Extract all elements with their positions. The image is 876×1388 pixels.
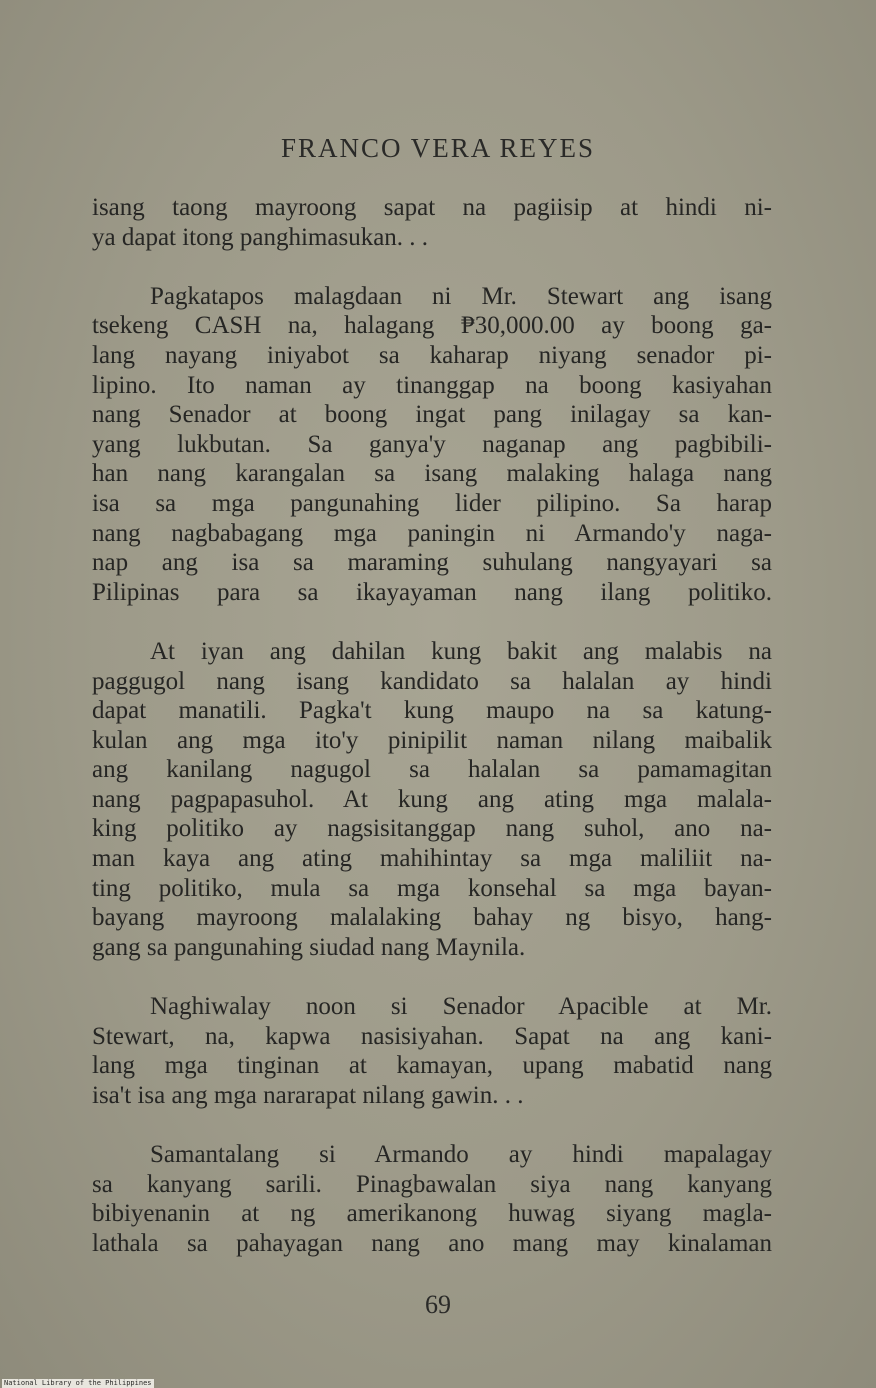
text-line: yang lukbutan. Sa ganya'y naganap ang pagbibili- [92,430,772,458]
paragraph [92,992,772,1110]
text-line: At iyan ang dahilan kung bakit ang malabis na [150,637,772,665]
text-line: Stewart, na, kapwa nasisiyahan. Sapat na ang kani- [92,1022,772,1050]
text-line: nap ang isa sa maraming suhulang nangyayari sa [92,549,772,577]
text-line: lipino. Ito naman ay tinanggap na boong kasiyahan [92,371,772,399]
text-line: bibiyenanin at ng amerikanong huwag siyang magla- [92,1200,772,1228]
text-line: dapat manatili. Pagka't kung maupo na sa katung- [92,697,772,725]
paragraph [92,282,772,608]
text-line: ting politiko, mula sa mga konsehal sa mga bayan- [92,874,772,902]
page-number: 69 [425,1290,451,1319]
text-line: kulan ang mga ito'y pinipilit naman nilang maibalik [92,726,772,754]
text-line: king politiko ay nagsisitanggap nang suhol, ano na- [92,815,772,843]
text-line: paggugol nang isang kandidato sa halalan ay hindi [92,667,772,695]
text-line: isa sa mga pangunahing lider pilipino. Sa harap [92,489,772,517]
text-line: isang taong mayroong sapat na pagiisip at hindi ni- [92,194,772,221]
text-line: Pagkatapos malagdaan ni Mr. Stewart ang isang [150,282,772,310]
text-line: nang nagbabagang mga paningin ni Armando'y naga- [92,519,772,547]
text-line: ya dapat itong panghimasukan. . . [92,223,429,251]
text-line: sa kanyang sarili. Pinagbawalan siya nang kanyang [92,1170,772,1198]
text-line: lathala sa pahayagan nang ano mang may kinalaman [92,1229,772,1257]
text-line: Naghiwalay noon si Senador Apacible at Mr. [150,993,772,1021]
paragraph-continuation [92,193,772,252]
text-line: lang mga tinginan at kamayan, upang mabatid nang [92,1052,772,1080]
text-line: isa't isa ang mga nararapat nilang gawin. . . [92,1081,524,1109]
text-line: man kaya ang ating mahihintay sa mga maliliit na- [92,845,772,873]
page-body [92,193,772,1288]
text-line: han nang karangalan sa isang malaking halaga nang [92,460,772,488]
text-line: bayang mayroong malalaking bahay ng bisyo, hang- [92,904,772,932]
text-line: nang pagpapasuhol. At kung ang ating mga malala- [92,785,772,813]
text-line: lang nayang iniyabot sa kaharap niyang senador pi- [92,341,772,369]
text-line: Pilipinas para sa ikayayaman nang ilang politiko. [92,578,772,606]
running-header: FRANCO VERA REYES [280,133,596,163]
text-line: ang kanilang nagugol sa halalan sa pamamagitan [92,756,772,784]
paragraph [92,637,772,963]
library-credit: National Library of the Philippines [4,1379,152,1387]
text-line: Samantalang si Armando ay hindi mapalagay [150,1141,772,1168]
paragraph [92,1140,772,1258]
text-line: gang sa pangunahing siudad nang Maynila. [92,933,526,961]
text-line: tsekeng CASH na, halagang ₱30,000.00 ay boong ga- [92,312,772,340]
text-line: nang Senador at boong ingat pang inilagay sa kan- [92,401,772,429]
